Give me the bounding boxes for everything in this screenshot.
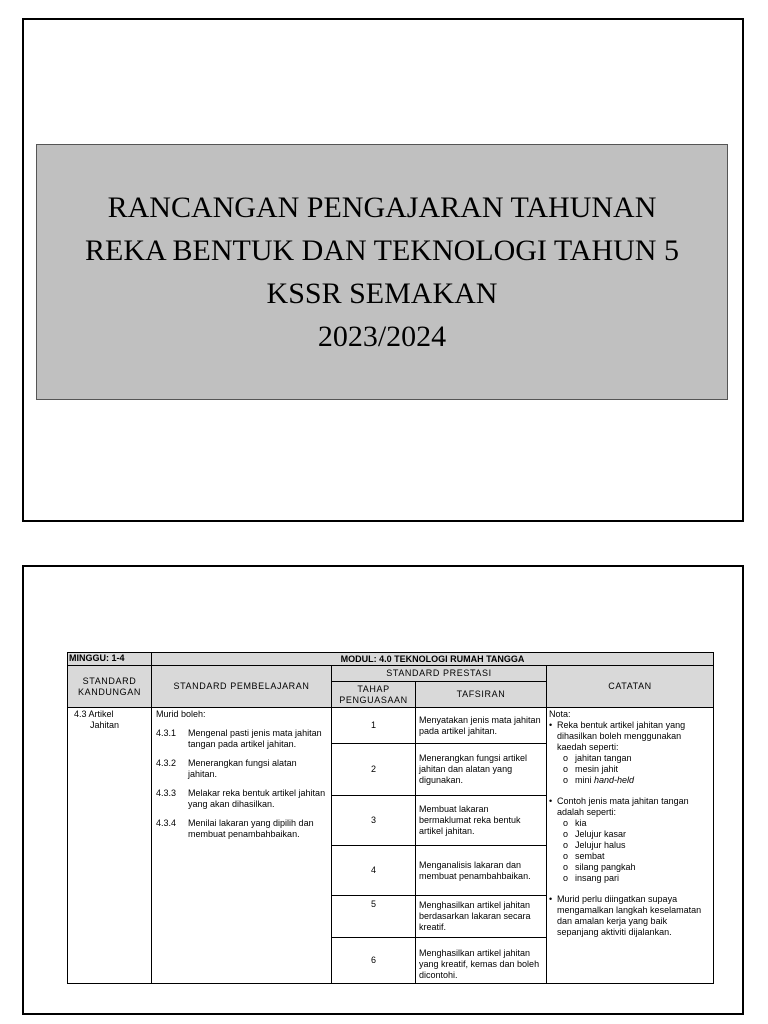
- catatan-sub-item: [549, 753, 711, 764]
- tahap-level-5: 5: [332, 896, 416, 938]
- catatan-bullet-text: Murid perlu diingatkan supaya mengamalkan langkah keselamatan dan amalan kerja yang baik sepanjang aktiviti dijalankan.: [557, 894, 702, 937]
- rpt-table: [67, 652, 714, 984]
- circle-bullet-icon: o: [563, 873, 569, 883]
- standard-pembelajaran-cell: [152, 708, 332, 984]
- sk-name: Jahitan: [90, 720, 120, 730]
- catatan-sub-item: [549, 873, 711, 884]
- bullet-icon: •: [549, 894, 553, 904]
- catatan-sub-text: Jelujur kasar: [575, 829, 627, 839]
- catatan-sub-item: [549, 775, 711, 786]
- catatan-sub-text: sembat: [575, 851, 605, 861]
- standard-kandungan-cell: [68, 708, 152, 984]
- tafsiran-4: Menganalisis lakaran dan membuat penambahbaikan.: [416, 846, 547, 896]
- rpt-page: [22, 565, 744, 1015]
- circle-bullet-icon: o: [563, 818, 569, 828]
- pb-item: [156, 818, 327, 840]
- modul-cell: MODUL: 4.0 TEKNOLOGI RUMAH TANGGA: [152, 653, 714, 666]
- pb-item-text: Melakar reka bentuk artikel jahitan yang akan dihasilkan.: [188, 788, 326, 809]
- cover-title-line-4: 2023/2024: [317, 320, 447, 353]
- tahap-level-2: 2: [332, 744, 416, 796]
- header-tahap-line-2: PENGUASAAN: [339, 694, 408, 705]
- tahap-level-1: 1: [332, 708, 416, 744]
- header-standard-pembelajaran: STANDARD PEMBELAJARAN: [152, 666, 332, 708]
- catatan-sub-text: jahitan tangan: [575, 753, 632, 763]
- catatan-sub-text: silang pangkah: [575, 862, 636, 872]
- catatan-bullet: [549, 894, 711, 938]
- pb-item-number: 4.3.3: [156, 788, 177, 798]
- tahap-level-6: 6: [332, 938, 416, 984]
- circle-bullet-icon: o: [563, 862, 569, 872]
- catatan-bullet: [549, 796, 711, 818]
- header-sk-line-1: STANDARD: [82, 675, 137, 686]
- tafsiran-1: Menyatakan jenis mata jahitan pada artikel jahitan.: [416, 708, 547, 744]
- catatan-sub-item: [549, 829, 711, 840]
- catatan-sub-text: kia: [575, 818, 587, 828]
- catatan-nota: Nota:: [549, 709, 571, 719]
- pb-item: [156, 758, 327, 780]
- catatan-sub-text: mini: [575, 775, 592, 785]
- circle-bullet-icon: o: [563, 764, 569, 774]
- catatan-sub-item: [549, 862, 711, 873]
- tafsiran-5: Menghasilkan artikel jahitan berdasarkan lakaran secara kreatif.: [416, 896, 547, 938]
- catatan-sub-text: insang pari: [575, 873, 620, 883]
- tahap-level-4: 4: [332, 846, 416, 896]
- catatan-sub-italic: hand-held: [594, 775, 635, 785]
- circle-bullet-icon: o: [563, 775, 569, 785]
- circle-bullet-icon: o: [563, 851, 569, 861]
- catatan-sub-item: [549, 851, 711, 862]
- catatan-bullet: [549, 720, 711, 753]
- tafsiran-2: Menerangkan fungsi artikel jahitan dan alatan yang digunakan.: [416, 744, 547, 796]
- minggu-cell: MINGGU: 1-4: [68, 653, 152, 666]
- pb-item-number: 4.3.2: [156, 758, 177, 768]
- circle-bullet-icon: o: [563, 829, 569, 839]
- header-standard-prestasi: STANDARD PRESTASI: [332, 666, 547, 682]
- cover-page: [22, 18, 744, 522]
- tafsiran-6: Menghasilkan artikel jahitan yang kreatif, kemas dan boleh dicontohi.: [416, 938, 547, 984]
- pb-item-text: Menerangkan fungsi alatan jahitan.: [188, 758, 297, 779]
- pb-item-text: Mengenal pasti jenis mata jahitan tangan pada artikel jahitan.: [188, 728, 322, 749]
- header-tahap-penguasaan: [332, 682, 416, 708]
- header-standard-kandungan: [68, 666, 152, 708]
- circle-bullet-icon: o: [563, 753, 569, 763]
- pb-item: [156, 728, 327, 750]
- tafsiran-3: Membuat lakaran bermaklumat reka bentuk artikel jahitan.: [416, 796, 547, 846]
- sk-number: 4.3 Artikel: [74, 709, 114, 719]
- header-tahap-line-1: TAHAP: [357, 683, 390, 694]
- bullet-icon: •: [549, 720, 553, 730]
- header-catatan: CATATAN: [547, 666, 714, 708]
- cover-title-box: [36, 144, 728, 400]
- cover-title-line-1: RANCANGAN PENGAJARAN TAHUNAN: [107, 191, 657, 224]
- catatan-bullet-text: Reka bentuk artikel jahitan yang dihasilkan boleh menggunakan kaedah seperti:: [557, 720, 686, 752]
- catatan-bullet-text: Contoh jenis mata jahitan tangan adalah seperti:: [557, 796, 689, 817]
- catatan-cell: [547, 708, 714, 984]
- circle-bullet-icon: o: [563, 840, 569, 850]
- cover-title-line-2: REKA BENTUK DAN TEKNOLOGI TAHUN 5: [85, 234, 679, 267]
- pb-item-number: 4.3.1: [156, 728, 177, 738]
- header-tafsiran: TAFSIRAN: [416, 682, 547, 708]
- catatan-sub-text: mesin jahit: [575, 764, 619, 774]
- bullet-icon: •: [549, 796, 553, 806]
- cover-title-line-3: KSSR SEMAKAN: [266, 277, 498, 310]
- catatan-sub-item: [549, 840, 711, 851]
- pb-item: [156, 788, 327, 810]
- catatan-sub-item: [549, 764, 711, 775]
- catatan-sub-item: [549, 818, 711, 829]
- header-sk-line-2: KANDUNGAN: [78, 686, 141, 697]
- pb-item-text: Menilai lakaran yang dipilih dan membuat penambahbaikan.: [188, 818, 314, 839]
- catatan-sub-text: Jelujur halus: [575, 840, 626, 850]
- pb-intro: Murid boleh:: [156, 709, 206, 719]
- pb-item-number: 4.3.4: [156, 818, 177, 828]
- tahap-level-3: 3: [332, 796, 416, 846]
